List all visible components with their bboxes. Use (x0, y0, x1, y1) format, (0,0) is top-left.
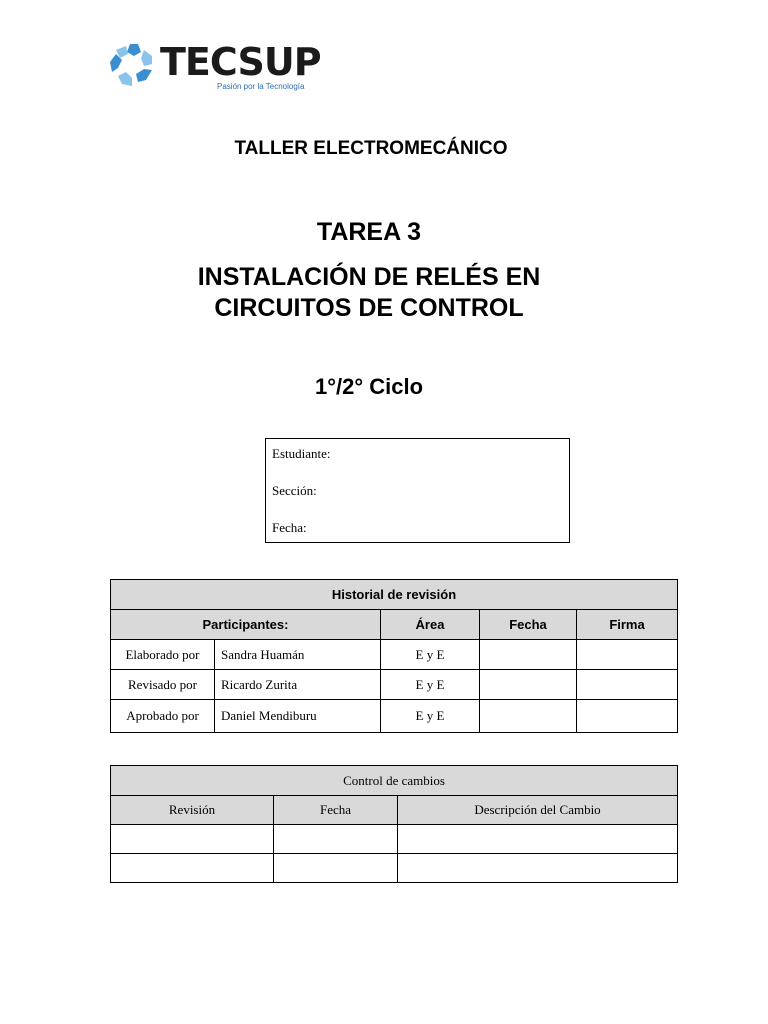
description-cell (398, 825, 678, 854)
task-title-line-1: INSTALACIÓN DE RELÉS EN (197, 263, 541, 291)
name-cell: Ricardo Zurita (215, 670, 381, 700)
date-cell (480, 670, 577, 700)
date-cell (480, 640, 577, 670)
tecsup-logo (108, 40, 321, 96)
area-cell: E y E (381, 670, 480, 700)
signature-cell (577, 700, 678, 733)
table-row (111, 670, 678, 700)
section-label: Sección: (272, 483, 317, 498)
table-row (111, 640, 678, 670)
table-row (111, 854, 678, 883)
student-label: Estudiante: (272, 446, 331, 461)
date-cell (480, 700, 577, 733)
revision-history-table (110, 579, 678, 733)
column-header-description: Descripción del Cambio (398, 796, 678, 825)
column-header-participants: Participantes: (111, 610, 381, 640)
revision-cell (111, 854, 274, 883)
role-cell: Revisado por (111, 670, 215, 700)
task-title-line-2: CIRCUITOS DE CONTROL (214, 294, 524, 322)
column-header-revision: Revisión (111, 796, 274, 825)
revision-history-title: Historial de revisión (111, 580, 678, 610)
task-title (0, 262, 768, 324)
signature-cell (577, 640, 678, 670)
change-control-title: Control de cambios (111, 766, 678, 796)
task-number: TAREA 3 (316, 218, 422, 246)
revision-cell (111, 825, 274, 854)
change-date-cell (274, 854, 398, 883)
column-header-date: Fecha (480, 610, 577, 640)
student-info-box (265, 438, 570, 543)
area-cell: E y E (381, 640, 480, 670)
signature-cell (577, 670, 678, 700)
description-cell (398, 854, 678, 883)
workshop-title: TALLER ELECTROMECÁNICO (234, 138, 508, 159)
role-cell: Elaborado por (111, 640, 215, 670)
logo-wordmark: TECSUP (160, 40, 321, 84)
change-control-table (110, 765, 678, 883)
column-header-change-date: Fecha (274, 796, 398, 825)
table-row (111, 825, 678, 854)
column-header-area: Área (381, 610, 480, 640)
area-cell: E y E (381, 700, 480, 733)
change-date-cell (274, 825, 398, 854)
column-header-signature: Firma (577, 610, 678, 640)
name-cell: Daniel Mendiburu (215, 700, 381, 733)
role-cell: Aprobado por (111, 700, 215, 733)
logo-tagline: Pasión por la Tecnología (217, 82, 305, 91)
cycle-label: 1°/2° Ciclo (314, 374, 424, 399)
date-label: Fecha: (272, 520, 307, 535)
table-row (111, 700, 678, 733)
tecsup-logo-mark-icon (108, 42, 158, 88)
name-cell: Sandra Huamán (215, 640, 381, 670)
